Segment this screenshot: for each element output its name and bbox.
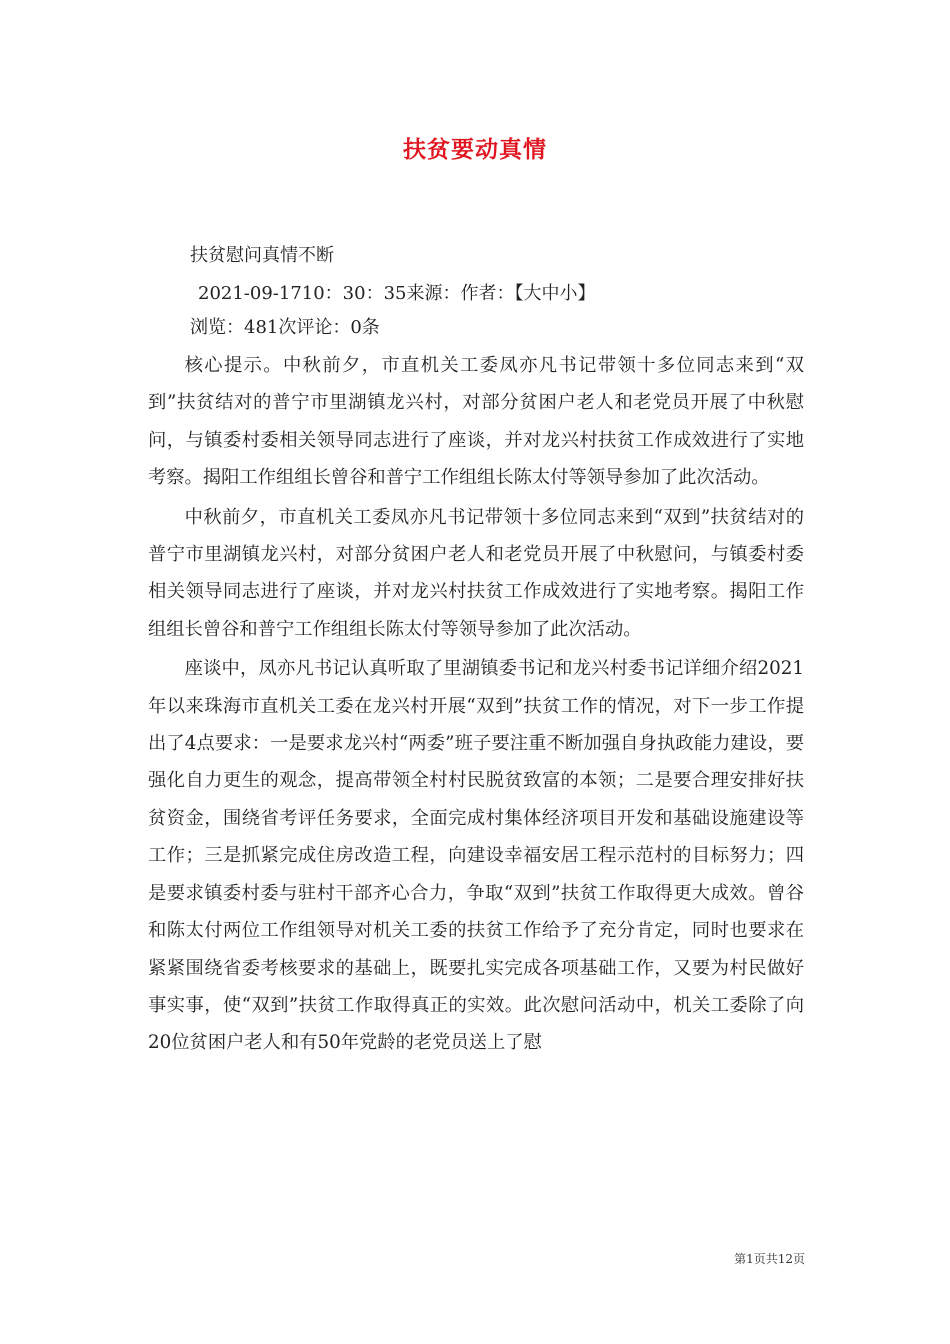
article-meta: 2021-09-1710：30：35来源：作者：【大中小】 — [198, 283, 596, 304]
page-number: 第1页共12页 — [734, 1252, 805, 1266]
paragraph: 座谈中，凤亦凡书记认真听取了里湖镇委书记和龙兴村委书记详细介绍2021年以来珠海市直机关工委在龙兴村开展“双到”扶贫工作的情况，对下一步工作提出了4点要求：一是要求龙兴村“两委”班子要注重不断加强自身执政能力建设，要强化自力更生的观念，提高带领全村村民脱贫致富的本领；二是要合理安排好扶贫资金，围绕省考评任务要求，全面完成村集体经济项目开发和基础设施建设等工作；三是抓紧完成住房改造工程，向建设幸福安居工程示范村的目标努力；四是要求镇委村委与驻村干部齐心合力，争取“双到”扶贫工作取得更大成效。曾谷和陈太付两位工作组领导对机关工委的扶贫工作给予了充分肯定，同时也要求在紧紧围绕省委考核要求的基础上，既要扎实完成各项基础工作，又要为村民做好事实事，使“双到”扶贫工作取得真正的实效。此次慰问活动中，机关工委除了向20位贫困户老人和有50年党龄的老党员送上了慰 — [148, 658, 804, 1054]
paragraph: 中秋前夕，市直机关工委凤亦凡书记带领十多位同志来到“双到”扶贫结对的普宁市里湖镇龙兴村，对部分贫困户老人和老党员开展了中秋慰问，与镇委村委相关领导同志进行了座谈，并对龙兴村扶贫工作成效进行了实地考察。揭阳工作组组长曾谷和普宁工作组组长陈太付等领导参加了此次活动。 — [148, 506, 804, 640]
article-stats: 浏览：481次评论：0条 — [190, 317, 380, 338]
article-subtitle: 扶贫慰问真情不断 — [190, 245, 334, 266]
paragraph: 核心提示。中秋前夕，市直机关工委凤亦凡书记带领十多位同志来到“双到”扶贫结对的普宁市里湖镇龙兴村，对部分贫困户老人和老党员开展了中秋慰问，与镇委村委相关领导同志进行了座谈，并对龙兴村扶贫工作成效进行了实地考察。揭阳工作组组长曾谷和普宁工作组组长陈太付等领导参加了此次活动。 — [148, 355, 804, 489]
article-body — [148, 347, 804, 1062]
document-title: 扶贫要动真情 — [403, 136, 547, 163]
